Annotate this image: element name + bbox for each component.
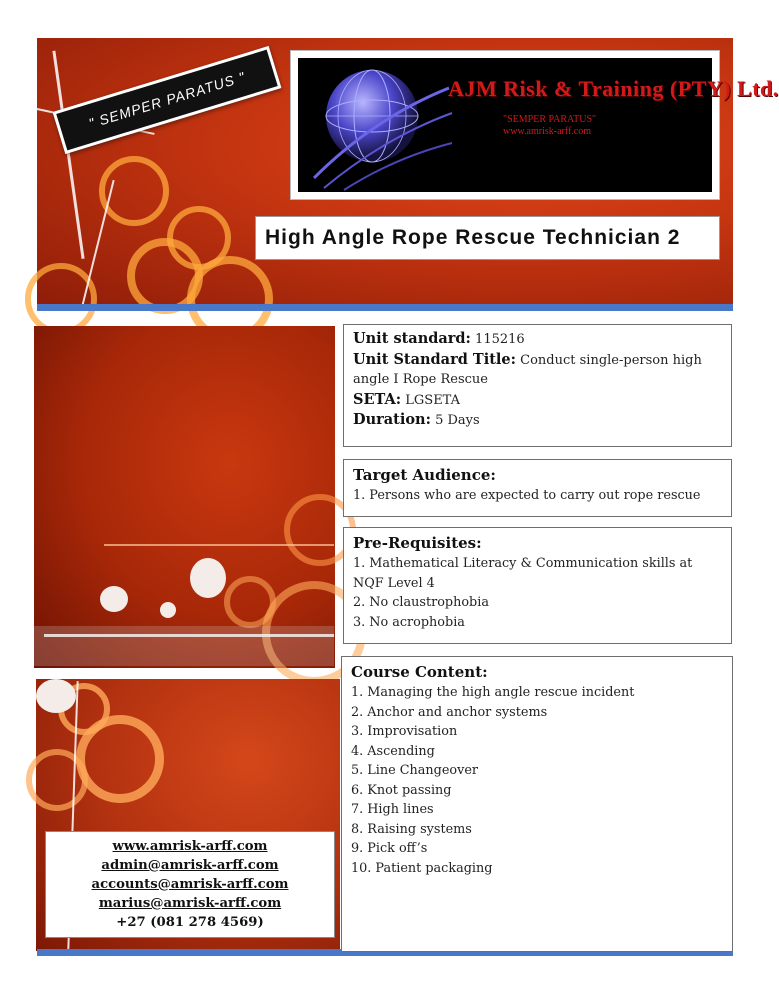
seta-value: LGSETA — [405, 392, 461, 408]
decor-splat — [190, 558, 226, 598]
marius-email-link[interactable]: marius@amrisk-arff.com — [98, 895, 282, 911]
list-item: 1. Persons who are expected to carry out rope rescue — [353, 488, 701, 503]
decor-streak — [81, 180, 114, 307]
header-accent-bar — [37, 304, 733, 311]
phone-number: +27 (081 278 4569) — [116, 914, 264, 930]
list-item: 6. Knot passing — [351, 782, 452, 798]
page-title: High Angle Rope Rescue Technician 2 — [265, 226, 681, 249]
list-item: 7. High lines — [351, 802, 434, 817]
company-name: AJM Risk & Training (PTY) Ltd. — [448, 76, 779, 101]
duration-label: Duration: — [353, 411, 431, 428]
decor-ring — [224, 576, 276, 628]
unit-title-label: Unit Standard Title: — [353, 350, 516, 368]
course-content-heading: Course Content: — [351, 663, 488, 681]
prerequisites-box — [343, 527, 732, 644]
list-item: 5. Line Changeover — [351, 763, 479, 778]
list-item: 2. No claustrophobia — [353, 595, 489, 610]
list-item: 8. Raising systems — [351, 821, 472, 837]
company-logo — [290, 50, 779, 200]
list-item: 1. Managing the high angle rescue incident — [351, 685, 635, 700]
decor-splat — [100, 586, 128, 612]
website-link[interactable]: www.amrisk-arff.com — [112, 838, 268, 854]
decor-splat — [34, 626, 334, 666]
list-item: 3. No acrophobia — [353, 614, 465, 630]
decorative-panel-top — [34, 326, 335, 668]
duration-value: 5 Days — [435, 413, 480, 428]
admin-email-link[interactable]: admin@amrisk-arff.com — [101, 857, 279, 873]
list-item: 4. Ascending — [351, 743, 435, 759]
target-audience-box — [343, 459, 732, 517]
prerequisites-heading: Pre-Requisites: — [353, 534, 482, 552]
target-audience-heading: Target Audience: — [353, 466, 496, 484]
list-item: 10. Patient packaging — [351, 860, 493, 876]
logo-panel — [298, 58, 779, 192]
decor-splat — [36, 679, 76, 713]
decor-streak — [104, 544, 334, 546]
unit-standard-value: 115216 — [475, 332, 525, 347]
motto-text: " SEMPER PARATUS " — [86, 68, 248, 132]
unit-title-value: Conduct single-person high angle I Rope Rescue — [353, 352, 702, 387]
list-item: 9. Pick off’s — [351, 841, 428, 856]
decor-ring — [76, 715, 164, 803]
list-item: 2. Anchor and anchor systems — [351, 704, 548, 720]
list-item: 3. Improvisation — [351, 724, 458, 739]
seta-label: SETA: — [353, 390, 402, 408]
decor-streak — [52, 51, 84, 259]
unit-standard-label: Unit standard: — [353, 330, 471, 347]
company-motto: "SEMPER PARATUS" — [503, 114, 597, 125]
accounts-email-link[interactable]: accounts@amrisk-arff.com — [91, 876, 289, 892]
contact-box — [45, 831, 335, 938]
course-title-box — [255, 216, 720, 260]
unit-standard-box — [343, 324, 732, 447]
list-item: 1. Mathematical Literacy & Communication skills at NQF Level 4 — [353, 556, 693, 591]
decor-splat — [160, 602, 176, 618]
company-website: www.amrisk-arff.com — [503, 126, 592, 137]
globe-icon — [304, 58, 454, 194]
course-content-box — [341, 656, 733, 952]
decor-ring — [25, 263, 97, 335]
decor-ring — [26, 749, 88, 811]
